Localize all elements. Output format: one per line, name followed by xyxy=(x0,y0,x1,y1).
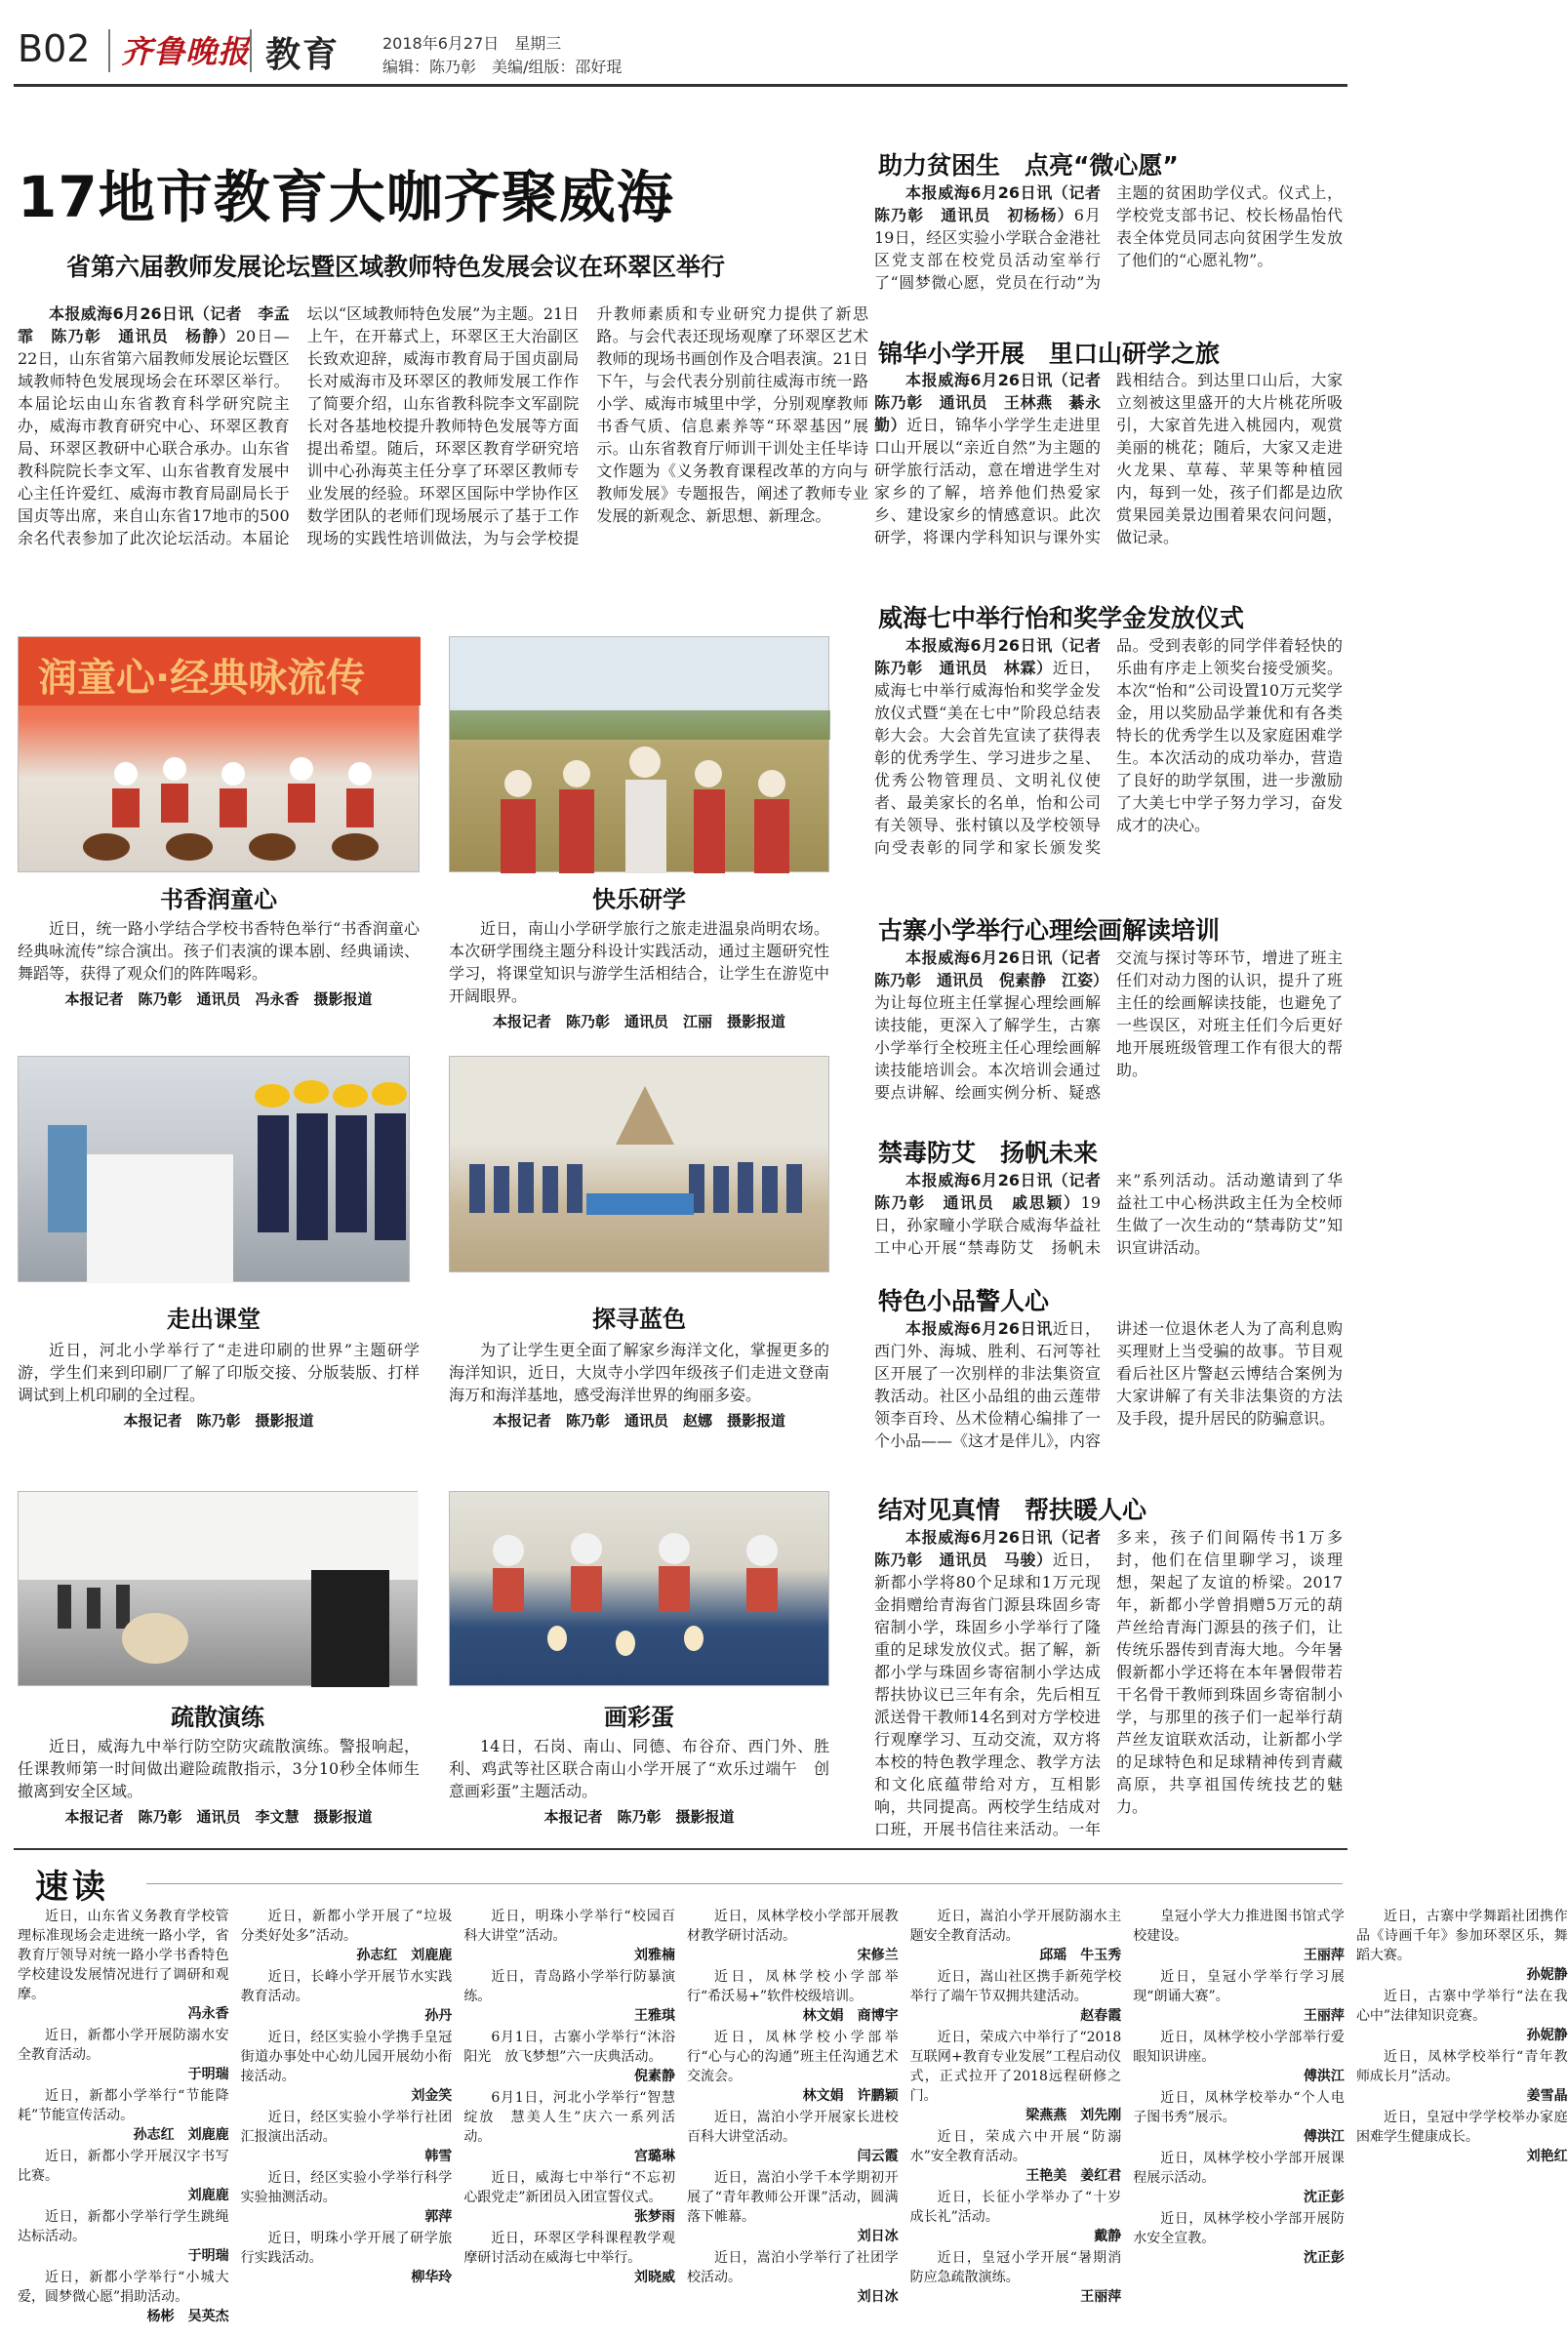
photo-ocean-base xyxy=(449,1056,829,1272)
right-article-title: 特色小品警人心 xyxy=(878,1287,1050,1315)
sudu-item xyxy=(910,1907,1122,1965)
sudu-item-byline: 张梦雨 xyxy=(633,2209,675,2225)
sudu-item-text: 近日，皇冠小学举行学习展现“朗诵大赛”。 xyxy=(1133,1969,1345,2004)
sudu-item-text: 近日，新都小学开展了“垃圾分类好处多”活动。 xyxy=(240,1909,453,1944)
sudu-item xyxy=(1356,2047,1568,2106)
sudu-item-byline: 王丽萍 xyxy=(1303,1948,1345,1963)
photo-field-study xyxy=(449,636,829,872)
sudu-list xyxy=(18,1907,1568,2326)
sudu-item-text: 近日，嵩泊小学千本学期初开展了“青年教师公开课”活动，圆满落下帷幕。 xyxy=(686,2170,899,2225)
sudu-item-byline: 刘晓威 xyxy=(633,2270,675,2285)
sudu-item-byline: 邱瑶 牛玉秀 xyxy=(1039,1948,1122,1963)
sudu-item xyxy=(463,1907,675,1965)
photo-blurb-text: 近日，统一路小学结合学校书香特色举行“书香润童心 经典咏流传”综合演出。孩子们表演的课本剧、经典诵读、舞蹈等，获得了观众们的阵阵喝彩。 xyxy=(18,919,436,983)
right-article-content: 近日，西门外、海城、胜利、石河等社区开展了一次别样的非法集资宣教活动。社区小品组的曲云莲带领李百玲、丛术俭精心编排了一个小品——《这才是伴儿》，内容讲述一位退休老人为了高利息购买理财上当受骗的故事。节目观看后社区片警赵云博结合案例为大家讲解了有关非法集资的方法及手段，提升居民的防骗意识。 xyxy=(874,1319,1343,1450)
drum-performance-image xyxy=(19,637,421,873)
right-article-text xyxy=(874,947,1343,1104)
right-article-dateline: 本报威海6月26日讯 xyxy=(905,1319,1053,1338)
right-article-text xyxy=(874,369,1343,548)
sudu-item xyxy=(910,2127,1122,2186)
sudu-item xyxy=(1356,1987,1568,2045)
sudu-item xyxy=(687,1907,899,1965)
sudu-item xyxy=(1133,2028,1345,2086)
sudu-item-byline: 傅洪江 xyxy=(1303,2129,1345,2145)
right-article-text xyxy=(874,1317,1343,1452)
sudu-item xyxy=(687,2248,899,2307)
svg-text:润童心·经典咏流传: 润童心·经典咏流传 xyxy=(38,656,366,701)
sudu-item xyxy=(1356,2108,1568,2166)
sudu-item xyxy=(1133,2149,1345,2207)
photo-credit: 本报记者 陈乃彰 摄影报道 xyxy=(123,1412,314,1430)
sudu-item-byline: 戴静 xyxy=(1094,2229,1122,2244)
right-article-text xyxy=(874,181,1343,294)
photo-credit: 本报记者 陈乃彰 通讯员 李文慧 摄影报道 xyxy=(64,1808,373,1826)
photo-blurb-text: 近日，河北小学举行了“走进印刷的世界”主题研学游，学生们来到印刷厂了解了印版交接、分版装版、打样调试到上机印刷的全过程。 xyxy=(18,1341,420,1404)
photo-caption: 疏散演练 xyxy=(171,1704,264,1731)
sudu-item-text: 皇冠小学大力推进图书馆式学校建设。 xyxy=(1133,1909,1345,1944)
sudu-item xyxy=(687,2108,899,2166)
masthead xyxy=(0,0,1361,82)
right-article-text xyxy=(874,634,1343,859)
sudu-item-byline: 王丽萍 xyxy=(1303,2008,1345,2024)
sudu-item-text: 近日，古寨中学举行“法在我心中”法律知识竞赛。 xyxy=(1355,1989,1568,2024)
sudu-item-text: 近日，凤林学校小学部开展教材教学研讨活动。 xyxy=(686,1909,899,1944)
sudu-item xyxy=(1133,1967,1345,2026)
sudu-item-byline: 沈正彭 xyxy=(1303,2250,1345,2266)
sudu-item-text: 近日，新都小学举行“小城大爱，圆梦微心愿”捐助活动。 xyxy=(18,2270,229,2305)
right-article-content: 19日，孙家疃小学联合威海华益社工中心开展“禁毒防艾 扬帆未来”系列活动。活动邀请到了华益社工中心杨洪政主任为全校师生做了一次生动的“禁毒防艾”知识宣讲活动。 xyxy=(874,1171,1343,1257)
sudu-item-byline: 刘日冰 xyxy=(857,2289,899,2305)
sudu-item-text: 近日，新都小学举行“节能降耗”节能宣传活动。 xyxy=(18,2088,229,2123)
sudu-item-byline: 傅洪江 xyxy=(1303,2069,1345,2084)
sudu-item-byline: 闫云霞 xyxy=(857,2149,899,2164)
sudu-item-text: 近日，凤林学校举办“个人电子图书秀”展示。 xyxy=(1133,2090,1345,2125)
sudu-item-byline: 柳华玲 xyxy=(411,2270,453,2285)
right-article-dateline: 本报威海6月26日讯（记者 陈乃彰 通讯员 初杨杨） xyxy=(874,183,1117,224)
sudu-item xyxy=(463,2028,675,2086)
sudu-item-text: 近日，凤林学校小学部举行“希沃易+”软件校级培训。 xyxy=(686,1969,899,2004)
photo-caption: 画彩蛋 xyxy=(604,1704,674,1731)
sudu-item-text: 近日，新都小学举行学生跳绳达标活动。 xyxy=(18,2209,229,2244)
right-article-dateline: 本报威海6月26日讯（记者 陈乃彰 通讯员 林霖） xyxy=(874,636,1117,677)
right-article-title: 助力贫困生 点亮“微心愿” xyxy=(878,151,1179,180)
photo-painting-eggs xyxy=(449,1491,829,1686)
right-article-content: 6月19日，经区实验小学联合金港社区党支部在校党员活动室举行了“圆梦微心愿，党员在行动”为主题的贫困助学仪式。仪式上，学校党支部书记、校长杨晶怡代表全体党员同志向贫困学生发放了他们的“心愿礼物”。 xyxy=(874,183,1343,292)
sudu-item xyxy=(18,2147,229,2205)
photo-reading-performance xyxy=(18,636,420,872)
photo-blurb xyxy=(18,1339,420,1430)
sudu-item-byline: 姜雪晶 xyxy=(1526,2088,1568,2104)
sudu-item-byline: 于明瑞 xyxy=(187,2067,229,2082)
sudu-item-byline: 孙丹 xyxy=(424,2008,453,2024)
sudu-item-byline: 林文娟 许鹏颖 xyxy=(802,2088,899,2104)
sudu-item-byline: 刘艳红 xyxy=(1526,2149,1568,2164)
sudu-item-byline: 孙志红 刘鹿鹿 xyxy=(133,2127,229,2143)
sudu-title: 速读 xyxy=(35,1868,109,1907)
sudu-item-byline: 刘日冰 xyxy=(857,2229,899,2244)
right-article-body xyxy=(874,181,1343,328)
sudu-item-byline: 于明瑞 xyxy=(187,2248,229,2264)
right-article-body xyxy=(874,634,1343,904)
sudu-item-byline: 韩雪 xyxy=(424,2149,453,2164)
sudu-item xyxy=(1133,2209,1345,2268)
lead-dateline: 本报威海6月26日讯（记者 李孟霏 陈乃彰 通讯员 杨静） xyxy=(18,304,290,345)
photo-blurb-text: 为了让学生更全面了解家乡海洋文化，掌握更多的海洋知识，近日，大岚寺小学四年级孩子们走进文登南海万和海洋基地，感受海洋世界的绚丽多姿。 xyxy=(449,1341,829,1404)
photo-printing-visit xyxy=(18,1056,410,1282)
sudu-item xyxy=(687,2028,899,2106)
sudu-item-byline: 沈正彭 xyxy=(1303,2190,1345,2205)
right-article-dateline: 本报威海6月26日讯（记者 陈乃彰 通讯员 倪素静 江姿） xyxy=(874,948,1117,989)
sudu-item xyxy=(18,2207,229,2266)
sudu-item xyxy=(463,1967,675,2026)
sudu-item xyxy=(910,2248,1122,2307)
sudu-item-byline: 赵春霞 xyxy=(1080,2008,1122,2024)
sudu-item xyxy=(1356,1907,1568,1985)
right-article-title: 禁毒防艾 扬帆未来 xyxy=(878,1139,1099,1167)
right-article-content: 近日，锦华小学学生走进里口山开展以“亲近自然”为主题的研学旅行活动，意在增进学生对家乡的了解，培养他们热爱家乡、建设家乡的情感意识。此次研学，将课内学科知识与课外实践相结合。到达里口山后，大家立刻被这里盛开的大片桃花所吸引，大家首先进入桃园内，观赏美丽的桃花；随后，大家又走进火龙果、草莓、苹果等种植园内，每到一处，孩子们都是边欣赏果园美景边围着果农问问题，做记录。 xyxy=(874,371,1343,546)
sudu-item-text: 6月1日，古寨小学举行“沐浴阳光 放飞梦想”六一庆典活动。 xyxy=(463,2030,675,2065)
photo-blurb xyxy=(18,1735,420,1827)
wheat-field-image xyxy=(450,637,830,873)
right-article-title: 锦华小学开展 里口山研学之旅 xyxy=(878,340,1221,368)
sudu-item-byline: 刘金笑 xyxy=(411,2088,453,2104)
sudu-item-text: 近日，经区实验小学携手皇冠街道办事处中心幼儿园开展幼小衔接活动。 xyxy=(240,2030,453,2084)
lead-body xyxy=(18,302,868,625)
photo-credit: 本报记者 陈乃彰 通讯员 冯永香 摄影报道 xyxy=(64,990,373,1008)
sudu-item xyxy=(18,1907,229,2024)
sudu-item-text: 近日，经区实验小学举行社团汇报演出活动。 xyxy=(240,2110,453,2145)
sudu-item-text: 近日，荣成六中开展“防溺水”安全教育活动。 xyxy=(909,2129,1122,2164)
lead-paragraph xyxy=(18,302,868,549)
sudu-item xyxy=(463,2168,675,2227)
issue-date: 2018年6月27日 星期三 xyxy=(382,34,562,53)
sudu-item-text: 近日，新都小学开展汉字书写比赛。 xyxy=(18,2149,229,2184)
sudu-item xyxy=(18,2086,229,2145)
sudu-item-text: 近日，凤林学校小学部开展课程展示活动。 xyxy=(1133,2151,1345,2186)
sudu-item-text: 近日，凤林学校小学部举行爱眼知识讲座。 xyxy=(1133,2030,1345,2065)
sudu-item-text: 6月1日，河北小学举行“智慧绽放 慧美人生”庆六一系列活动。 xyxy=(463,2090,675,2145)
right-article-text xyxy=(874,1169,1343,1259)
sudu-item xyxy=(241,1907,453,1965)
right-article-title: 结对见真情 帮扶暖人心 xyxy=(878,1496,1147,1524)
photo-caption: 快乐研学 xyxy=(592,886,686,913)
masthead-divider xyxy=(108,29,110,72)
photo-caption: 走出课堂 xyxy=(167,1306,261,1333)
lead-headline: 17地市教育大咖齐聚威海 xyxy=(18,164,674,230)
sudu-item xyxy=(687,2168,899,2246)
sudu-item-text: 近日，青岛路小学举行防暴演练。 xyxy=(463,1969,675,2004)
right-article-body xyxy=(874,1317,1343,1485)
sudu-item-byline: 宫璐琳 xyxy=(633,2149,675,2164)
sudu-item-text: 近日，环翠区学科课程教学观摩研讨活动在威海七中举行。 xyxy=(463,2231,675,2266)
lead-subheadline: 省第六届教师发展论坛暨区域教师特色发展会议在环翠区举行 xyxy=(66,253,726,281)
sudu-item xyxy=(463,2088,675,2166)
sudu-item xyxy=(241,1967,453,2026)
sudu-item xyxy=(910,1967,1122,2026)
sudu-item xyxy=(1133,2088,1345,2147)
sudu-item-text: 近日，新都小学开展防溺水安全教育活动。 xyxy=(18,2028,229,2063)
sudu-item-text: 近日，明珠小学举行“校园百科大讲堂”活动。 xyxy=(463,1909,675,1944)
photo-credit: 本报记者 陈乃彰 通讯员 江丽 摄影报道 xyxy=(492,1013,785,1030)
photo-blurb-text: 14日，石岗、南山、同德、布谷夼、西门外、胜利、鸡武等社区联合南山小学开展了“欢乐过端午 创意画彩蛋”主题活动。 xyxy=(449,1737,829,1800)
egg-painting-image xyxy=(450,1492,830,1687)
sudu-item-byline: 宋修兰 xyxy=(857,1948,899,1963)
sudu-item-text: 近日，威海七中举行“不忘初心跟党走”新团员入团宣誓仪式。 xyxy=(463,2170,675,2205)
photo-blurb xyxy=(449,1735,829,1827)
photo-blurb xyxy=(449,1339,829,1430)
sudu-item-text: 近日，荣成六中举行了“2018互联网+教育专业发展”工程启动仪式，正式拉开了2018远程研修之门。 xyxy=(909,2030,1122,2104)
sudu-item xyxy=(910,2188,1122,2246)
sudu-item-text: 近日，皇冠中学学校举办家庭困难学生健康成长。 xyxy=(1355,2110,1568,2145)
sudu-item-byline: 王雅琪 xyxy=(633,2008,675,2024)
photo-blurb-text: 近日，南山小学研学旅行之旅走进温泉尚明农场。本次研学围绕主题分科设计实践活动，通过主题研究性学习，将课堂知识与游学生活相结合，让学生在游览中开阔眼界。 xyxy=(449,919,829,1005)
sudu-item-byline: 冯永香 xyxy=(187,2006,229,2022)
right-article-body xyxy=(874,1169,1343,1276)
sudu-title-rule xyxy=(146,1883,1343,1884)
sudu-item-byline: 刘鹿鹿 xyxy=(187,2188,229,2203)
right-article-dateline: 本报威海6月26日讯（记者 陈乃彰 通讯员 王林燕 綦永勤） xyxy=(874,371,1117,434)
lead-text: 20日—22日，山东省第六届教师发展论坛暨区域教师特色发展现场会在环翠区举行。本届论坛由山东省教育科学研究院主办，威海市教育研究中心、环翠区教育局、环翠区教研中心联合承办。山东省教科院院长李文军、山东省教育发展中心主任许爱红、威海市教育局副局长于国贞等出席，来自山东省17地市的500余名代表参加了此次论坛活动。本届论坛以“区域教师特色发展”为主题。21日上午，在开幕式上，环翠区王大治副区长致欢迎辞，威海市教育局于国贞副局长对威海市及环翠区的教师发展工作作了简要介绍，山东省教科院李文军副院长对各基地校提升教师特色发展等方面提出希望。随后，环翠区教育学研究培训中心孙海英主任分享了环翠区教师专业发展的经验。环翠区国际中学协作区数学团队的老师们现场展示了基于工作现场的实践性培训做法，为与会学校提升教师素质和专业研究力提供了新思路。与会代表还现场观摩了环翠区艺术教师的现场书画创作及合唱表演。21日下午，与会代表分别前往威海市统一路小学、威海市城里中学，分别观摩教师书香气质、信息素养等“环翠基因”展示。山东省教育厅师训干训处主任毕诗文作题为《义务教育课程改革的方向与教师发展》专题报告，阐述了教师专业发展的新观念、新思想、新理念。 xyxy=(18,304,868,547)
sudu-item-byline: 郭萍 xyxy=(424,2209,453,2225)
page-number: B02 xyxy=(18,27,91,70)
sudu-item-text: 近日，明珠小学开展了研学旅行实践活动。 xyxy=(240,2231,453,2266)
sudu-item xyxy=(18,2026,229,2084)
right-article-body xyxy=(874,947,1343,1128)
sudu-item-text: 近日，嵩泊小学开展家长进校百科大讲堂活动。 xyxy=(686,2110,899,2145)
sudu-item-byline: 王丽萍 xyxy=(1080,2289,1122,2305)
right-article-content: 为让每位班主任掌握心理绘画解读技能，更深入了解学生，古寨小学举行全校班主任心理绘画解读技能培训会。本次培训会通过要点讲解、绘画实例分析、疑惑交流与探讨等环节，增进了班主任们对动力图的认识，提升了班主任的绘画解读技能，也避免了一些误区，对班主任们今后更好地开展班级管理工作有很大的帮助。 xyxy=(874,948,1343,1102)
sudu-item-text: 近日，经区实验小学举行科学实验抽测活动。 xyxy=(240,2170,453,2205)
photo-blurb xyxy=(449,917,829,1031)
sudu-item xyxy=(1133,1907,1345,1965)
sudu-item xyxy=(910,2028,1122,2125)
sudu-item-text: 近日，长征小学举办了“十岁成长礼”活动。 xyxy=(909,2190,1122,2225)
editors-line: 编辑：陈乃彰 美编/组版：邵好琨 xyxy=(382,58,623,76)
sudu-item-text: 近日，嵩泊小学开展防溺水主题安全教育活动。 xyxy=(909,1909,1122,1944)
sudu-item xyxy=(241,2108,453,2166)
sudu-item-byline: 倪素静 xyxy=(633,2069,675,2084)
sudu-item-byline: 林文娟 商博宇 xyxy=(802,2008,899,2024)
masthead-divider xyxy=(250,29,252,72)
printing-plant-image xyxy=(19,1057,411,1283)
sudu-item-byline: 孙妮静 xyxy=(1526,1967,1568,1983)
photo-caption: 书香润童心 xyxy=(160,886,277,913)
sudu-item xyxy=(241,2028,453,2106)
sudu-item-byline: 孙志红 刘鹿鹿 xyxy=(356,1948,453,1963)
sudu-item-text: 近日，凤林学校小学部举行“心与心的沟通”班主任沟通艺术交流会。 xyxy=(686,2030,899,2084)
sudu-item-text: 近日，山东省义务教育学校管理标准现场会走进统一路小学，省教育厅领导对统一路小学书香特色学校建设发展情况进行了调研和观摩。 xyxy=(18,1909,229,2002)
sudu-item-text: 近日，凤林学校举行“青年教师成长月”活动。 xyxy=(1355,2049,1568,2084)
right-article-title: 古寨小学举行心理绘画解读培训 xyxy=(878,916,1221,945)
sudu-item-text: 近日，古寨中学舞蹈社团携作品《诗画千年》参加环翠区乐，舞蹈大赛。 xyxy=(1355,1909,1568,1963)
photo-evacuation-drill xyxy=(18,1491,418,1686)
sudu-item-text: 近日，凤林学校小学部开展防水安全宣教。 xyxy=(1133,2211,1345,2246)
photo-caption: 探寻蓝色 xyxy=(592,1306,686,1333)
sudu-item-byline: 刘雅楠 xyxy=(633,1948,675,1963)
paper-logo: 齐鲁晚报 xyxy=(121,33,251,70)
sudu-item-byline: 杨彬 吴英杰 xyxy=(146,2309,229,2324)
right-article-body xyxy=(874,1526,1343,1844)
right-article-content: 近日，新都小学将80个足球和1万元现金捐赠给青海省门源县珠固乡寄宿制小学，珠固乡小学举行了隆重的足球发放仪式。据了解，新都小学与珠固乡寄宿制小学达成帮扶协议已三年有余，先后相互派送骨干教师14名到对方学校进行观摩学习、互动交流，双方将本校的特色教学理念、教学方法和文化底蕴带给对方，互相影响，共同提高。两校学生结成对口班，开展书信往来活动。一年多来，孩子们间隔传书1万多封，他们在信里聊学习，谈理想，架起了友谊的桥梁。2017年，新都小学曾捐赠5万元的葫芦丝给青海门源县的孩子们，让传统乐器传到青海大地。今年暑假新都小学还将在本年暑假带若干名骨干教师到珠固乡寄宿制小学，与那里的孩子们一起举行葫芦丝友谊联欢活动，让新都小学的足球特色和足球精神传到青藏高原，共享祖国传统技艺的魅力。 xyxy=(874,1528,1343,1838)
sudu-item-text: 近日，嵩山社区携手新苑学校举行了端午节双拥共建活动。 xyxy=(909,1969,1122,2004)
sudu-item-text: 近日，皇冠小学开展“暑期消防应急疏散演练。 xyxy=(909,2250,1122,2285)
group-photo-image xyxy=(450,1057,830,1273)
sudu-item xyxy=(241,2229,453,2287)
sudu-item-text: 近日，嵩泊小学举行了社团学校活动。 xyxy=(686,2250,899,2285)
sudu-item-byline: 王艳美 姜红君 xyxy=(1025,2168,1122,2184)
sudu-item-text: 近日，长峰小学开展节水实践教育活动。 xyxy=(240,1969,453,2004)
photo-credit: 本报记者 陈乃彰 摄影报道 xyxy=(543,1808,735,1826)
sudu-item xyxy=(241,2168,453,2227)
sudu-item xyxy=(687,1967,899,2026)
sudu-item-byline: 孙妮静 xyxy=(1526,2028,1568,2043)
right-article-body xyxy=(874,369,1343,593)
section-name: 教育 xyxy=(265,35,341,75)
masthead-rule xyxy=(14,84,1347,87)
sudu-item xyxy=(18,2268,229,2326)
photo-credit: 本报记者 陈乃彰 通讯员 赵娜 摄影报道 xyxy=(492,1412,785,1430)
drill-image xyxy=(19,1492,419,1687)
right-article-text xyxy=(874,1526,1343,1840)
photo-blurb-text: 近日，威海九中举行防空防灾疏散演练。警报响起，任课教师第一时间做出避险疏散指示，3分10秒全体师生撤离到安全区域。 xyxy=(18,1737,420,1800)
sudu-item-byline: 梁燕燕 刘先刚 xyxy=(1025,2108,1122,2123)
photo-blurb xyxy=(18,917,436,1009)
right-article-dateline: 本报威海6月26日讯（记者 陈乃彰 通讯员 戚思颖） xyxy=(874,1171,1117,1212)
right-article-content: 近日，威海七中举行威海怡和奖学金发放仪式暨“美在七中”阶段总结表彰大会。大会首先宣读了获得表彰的优秀学生、学习进步之星、优秀公物管理员、文明礼仪使者、最美家长的名单，怡和公司有关领导、张村镇以及学校领导向受表彰的同学和家长颁发奖品。受到表彰的同学伴着轻快的乐曲有序走上领奖台接受颁奖。本次“怡和”公司设置10万元奖学金，用以奖励品学兼优和有各类特长的优秀学生以及家庭困难学生。本次活动的成功举办，营造了良好的助学氛围，进一步激励了大美七中学子努力学习，奋发成才的决心。 xyxy=(874,636,1343,857)
sudu-rule xyxy=(14,1848,1347,1850)
right-article-dateline: 本报威海6月26日讯（记者 陈乃彰 通讯员 马骏） xyxy=(874,1528,1117,1569)
sudu-item xyxy=(463,2229,675,2287)
right-article-title: 威海七中举行怡和奖学金发放仪式 xyxy=(878,604,1245,632)
